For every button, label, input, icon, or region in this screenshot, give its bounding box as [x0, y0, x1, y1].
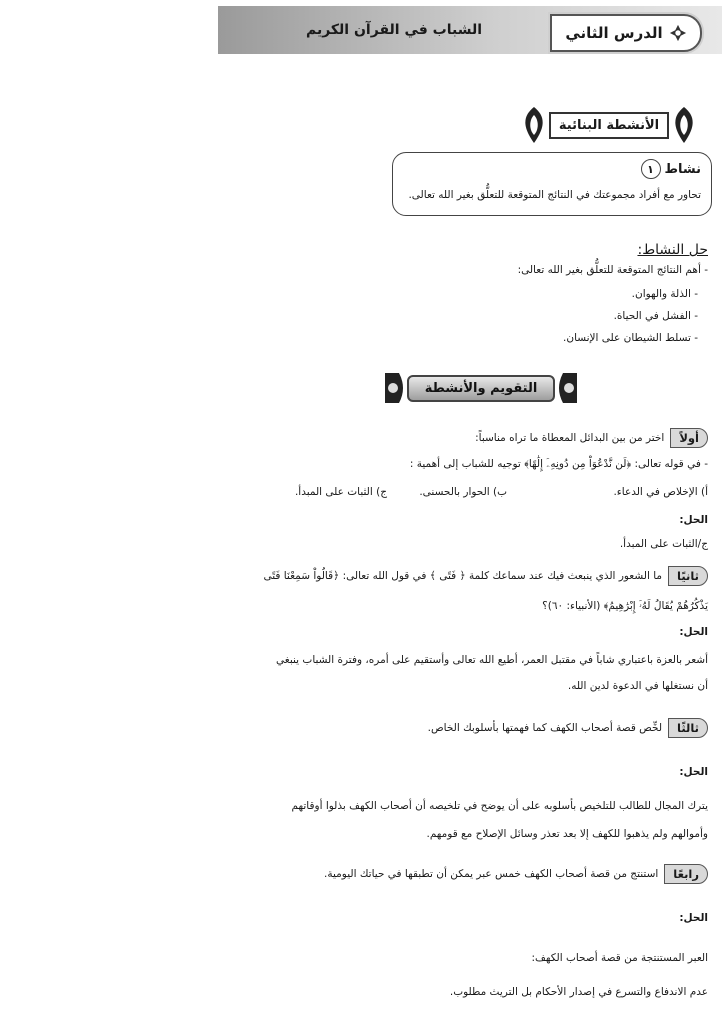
question-tab: رابعًا [664, 864, 708, 884]
page-header [218, 6, 722, 54]
activity-label [641, 159, 702, 179]
answer-text-cont: أن نستغلها في الدعوة لدين الله. [567, 680, 708, 692]
question-prompt: ما الشعور الذي ينبعث فيك عند سماعك كلمة ﴿ فَتًى ﴾ في قول الله تعالى: ﴿قَالُواْ سَمِعْنَا فَتًى [263, 570, 663, 582]
ornament-icon [555, 373, 577, 403]
answer-label: الحل: [679, 626, 708, 638]
option-b: ب) الحوار بالحسنى. [419, 486, 507, 498]
ornament-icon [669, 105, 699, 145]
question-prompt: لخِّص قصة أصحاب الكهف كما فهمتها بأسلوبك الخاص. [427, 722, 663, 734]
answer-label: الحل: [679, 766, 708, 778]
ornament-icon [385, 373, 407, 403]
question-1 [475, 428, 708, 448]
question-2 [263, 566, 708, 586]
solution-item: - تسلط الشيطان على الإنسان. [563, 332, 698, 344]
activity-label-text: نشاط [664, 161, 701, 177]
activity-number: ١ [641, 159, 661, 179]
answer-text-cont: وأموالهم ولم يذهبوا للكهف إلا بعد تعذر وسائل الإصلاح مع قومهم. [426, 828, 708, 840]
ornament-icon [669, 24, 687, 42]
solution-item: - الذلة والهوان. [631, 288, 698, 300]
question-3 [428, 718, 708, 738]
answer-label: الحل: [679, 912, 708, 924]
evaluation-banner [372, 370, 590, 406]
answer-label: الحل: [679, 514, 708, 526]
question-prompt: استنتج من قصة أصحاب الكهف خمس عبر يمكن أن تطبقها في حياتك اليومية. [324, 868, 659, 880]
answer-text: أشعر بالعزة باعتباري شاباً في مقتبل العمر، أطيع الله تعالى وأستقيم على أمره، وفترة الشباب ينبغي [276, 654, 708, 666]
answer-text: العبر المستنتجة من قصة أصحاب الكهف: [531, 952, 708, 964]
option-c: ج) الثبات على المبدأ. [294, 486, 387, 498]
option-a: أ) الإخلاص في الدعاء. [613, 486, 708, 498]
activity-text: تحاور مع أفراد مجموعتك في النتائج المتوقعة للتعلُّق بغير الله تعالى. [408, 189, 701, 201]
solution-heading: حل النشاط: [637, 242, 708, 258]
section-title-banner [510, 100, 708, 150]
question-stem: - في قوله تعالى: ﴿لَن نَّدْعُوَاْ مِن دُونِهِۦٓ إِلَٰهًا﴾ توجيه للشباب إلى أهمية : [409, 458, 708, 470]
solution-intro: - أهم النتائج المتوقعة للتعلُّق بغير الله تعالى: [517, 264, 708, 276]
evaluation-title: التقويم والأنشطة [407, 375, 556, 402]
answer-text: ج/الثبات على المبدأ. [619, 538, 708, 550]
answer-text: يترك المجال للطالب للتلخيص بأسلوبه على أن يوضح في تلخيصه أن أصحاب الكهف بذلوا أوقاتهم [291, 800, 708, 812]
answer-text-cont: عدم الاندفاع والتسرع في إصدار الأحكام بل التريث مطلوب. [449, 986, 708, 998]
lesson-label: الدرس الثاني [565, 24, 663, 42]
question-4 [324, 864, 708, 884]
section-title: الأنشطة البنائية [549, 112, 669, 139]
solution-item: - الفشل في الحياة. [613, 310, 698, 322]
activity-box [392, 152, 712, 216]
question-prompt: اختر من بين البدائل المعطاة ما تراه مناسباً: [475, 432, 665, 444]
question-tab: ثانيًا [668, 566, 708, 586]
ornament-icon [519, 105, 549, 145]
lesson-title: الشباب في القرآن الكريم [305, 22, 482, 38]
question-tab: ثالثًا [668, 718, 708, 738]
question-tab: أولاً [670, 428, 708, 448]
lesson-tab [550, 14, 702, 52]
question-prompt-cont: يَذْكُرُهُمْ يُقَالُ لَهُۥٓ إِبْرَٰهِيمُ﴾ (الأنبياء: ٦٠)؟ [542, 600, 708, 612]
